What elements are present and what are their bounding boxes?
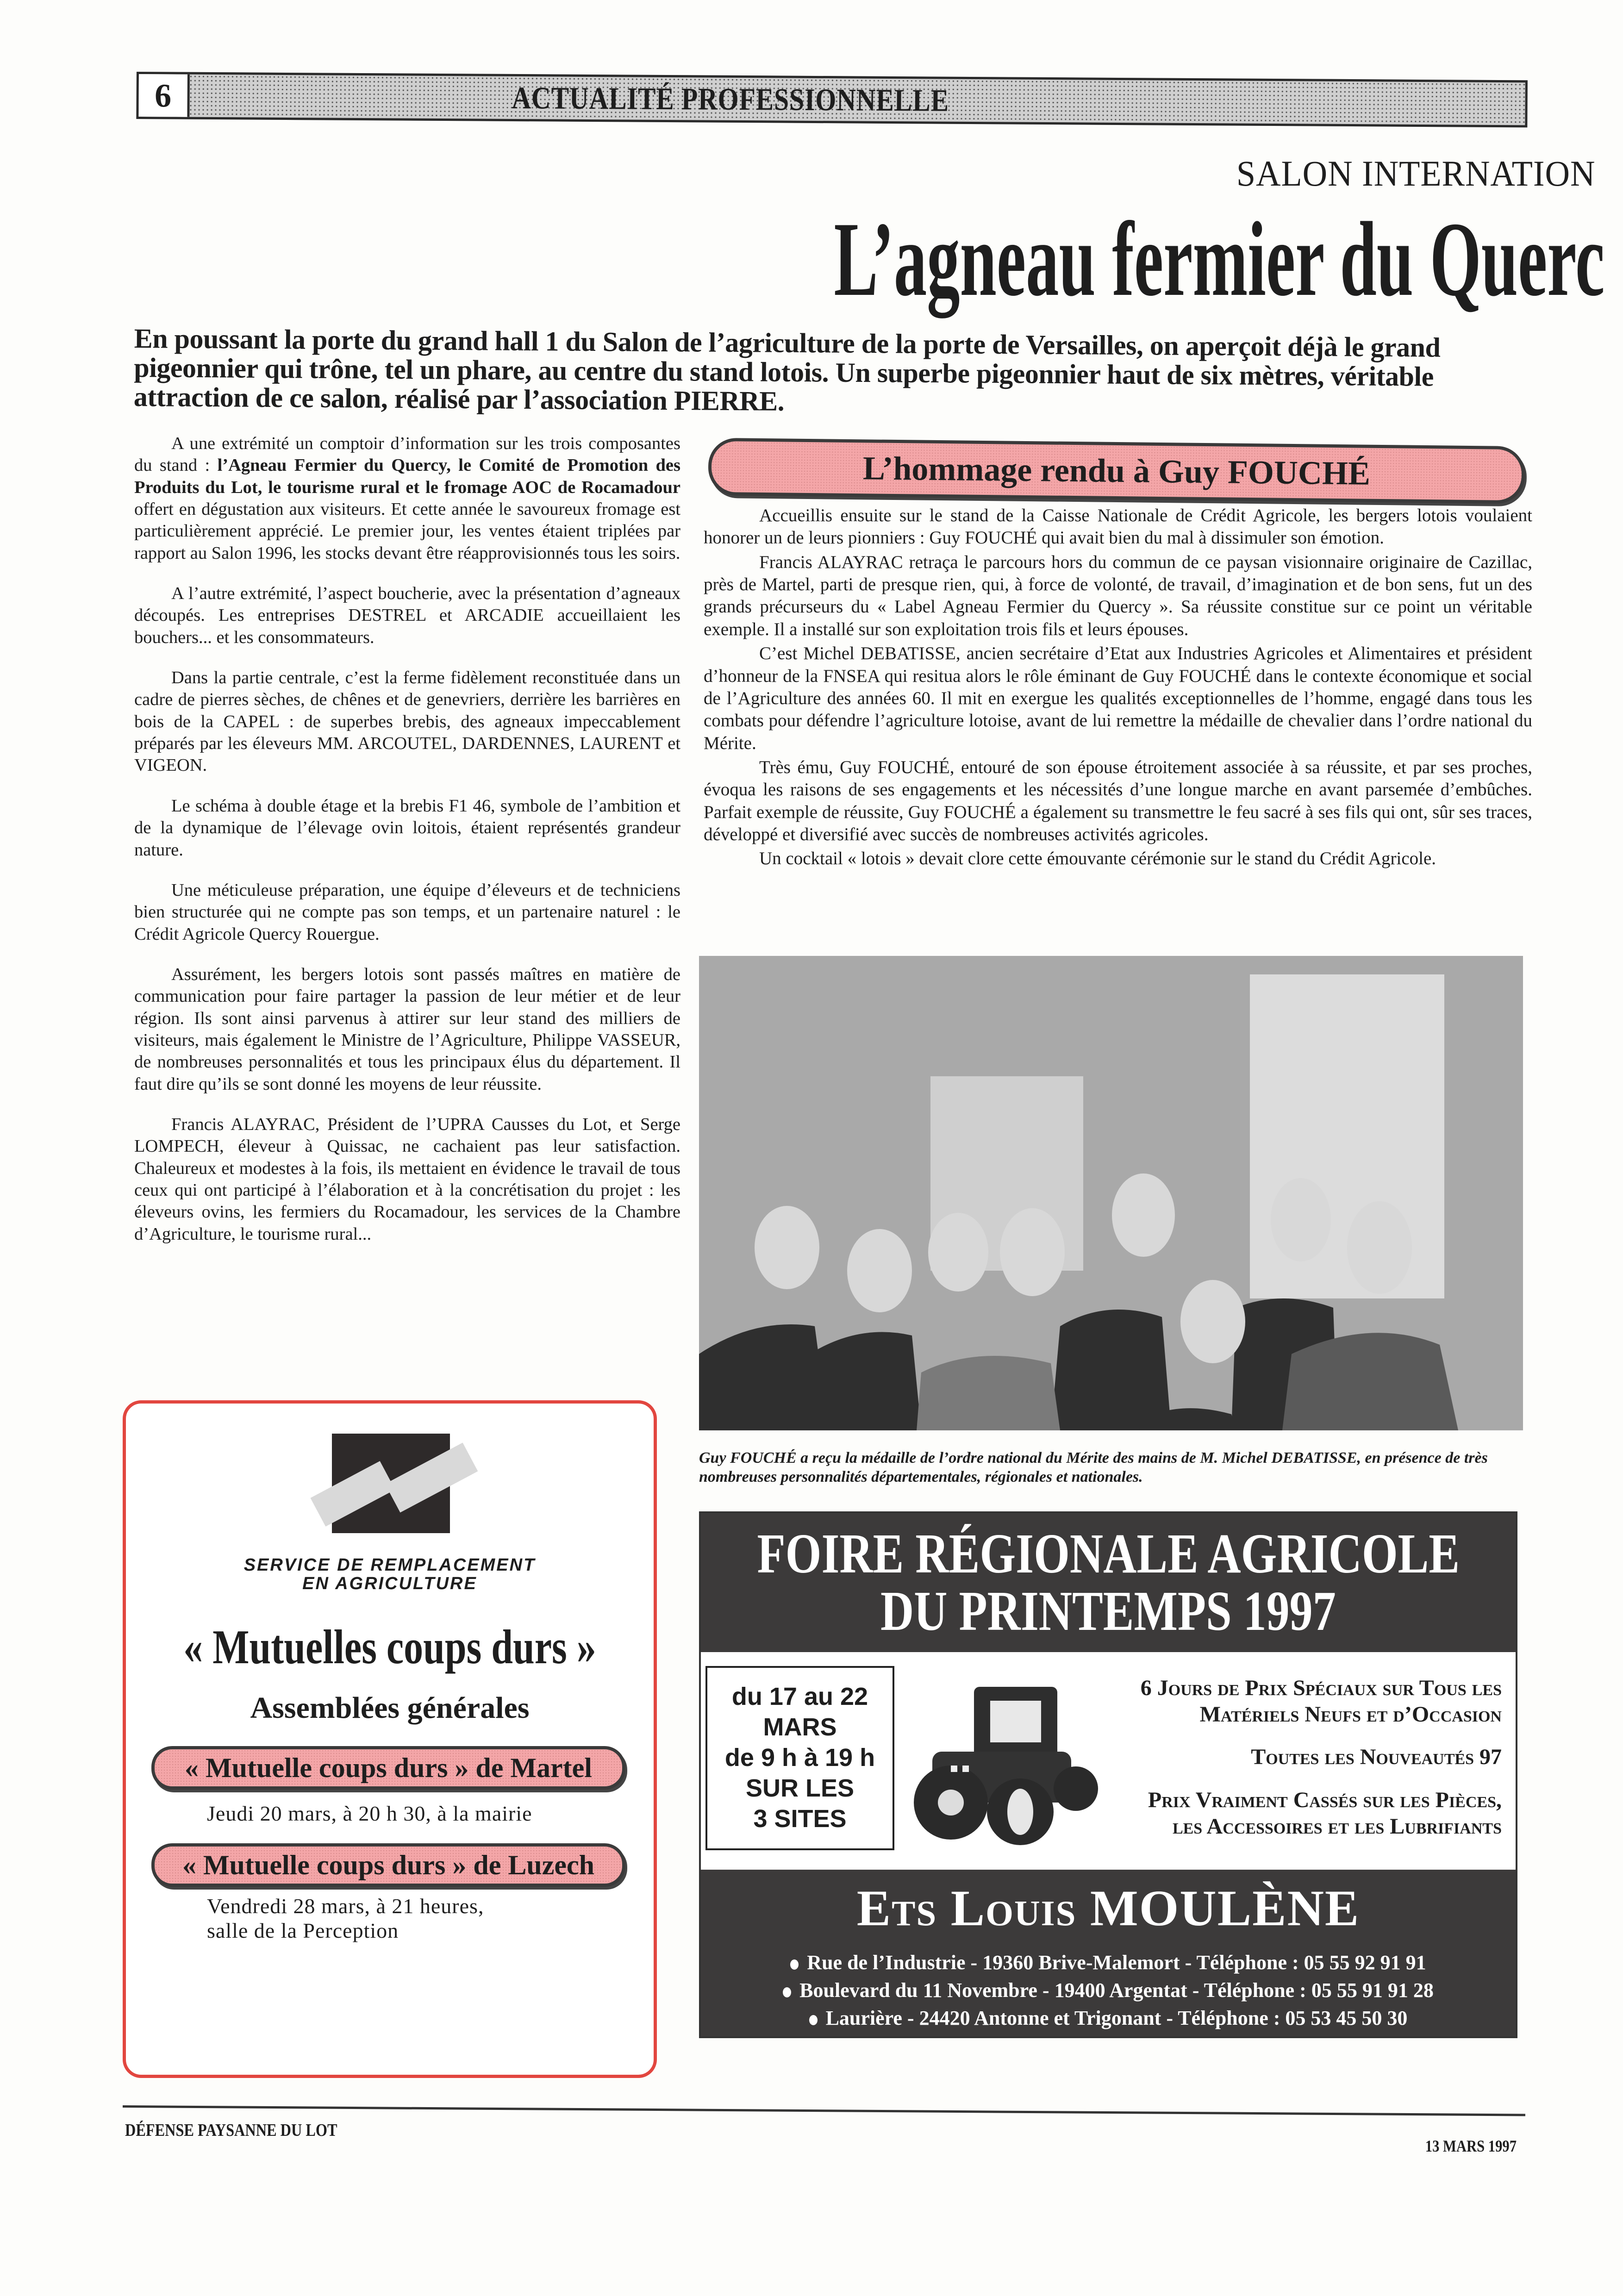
event-detail-line: Jeudi 20 mars, à 20 h 30, à la mairie: [207, 1802, 532, 1825]
event-banner-luzech: [151, 1843, 625, 1887]
bullet-icon: [790, 1959, 799, 1970]
offer-line: Toutes les Nouveautés 97: [1251, 1745, 1502, 1770]
hommage-title-banner: [708, 438, 1525, 504]
paragraph-text: Dans la partie centrale, c’est la ferme fidèlement reconstituée dans un cadre de pierres sèches, de chênes et de genevriers, derrière les barrières en bois de la CAPEL : de superbes brebis, des agneaux impeccablement préparés par les éleveurs MM. ARCOUTEL, DARDENNES, LAURENT et VIGEON.: [134, 668, 680, 775]
foire-advertisement: [699, 1511, 1517, 2038]
service-logo-icon: [332, 1434, 450, 1533]
service-name: [126, 1556, 654, 1593]
paragraph-text: Le schéma à double étage et la brebis F1 46, symbole de l’ambition et de la dynamique de l’élevage ovin loitois, étaient représentés grandeur nature.: [134, 796, 680, 860]
offer-line: 6 Jours de Prix Spéciaux sur Tous les: [1140, 1676, 1502, 1700]
page-number: 6: [138, 74, 190, 117]
service-line-1: SERVICE DE REMPLACEMENT: [243, 1555, 536, 1575]
article-paragraph: [134, 964, 680, 1095]
article-paragraph: [134, 433, 680, 564]
article-lede: En poussant la porte du grand hall 1 du Salon de l’agriculture de la porte de Versailles, on aperçoit déjà le grand pigeonnier qui trône, tel un phare, au centre du stand lotois. Un superbe pigeonnier haut de six mètres, véritable attraction de ce salon, réalisé par l’association PIERRE.: [133, 323, 1441, 417]
event-name-luzech: « Mutuelle coups durs » de Luzech: [182, 1849, 595, 1880]
paragraph-emphasis: l’Agneau Fermier du Quercy, le Comité de Promotion des Produits du Lot, le tourisme rural et le fromage AOC de Rocamadour: [134, 455, 680, 497]
publication-name: DÉFENSE PAYSANNE DU LOT: [125, 2121, 337, 2140]
company-block: [701, 1870, 1516, 2036]
hommage-title: L’hommage rendu à Guy FOUCHÉ: [862, 449, 1371, 492]
issue-date: 13 MARS 1997: [1425, 2137, 1517, 2155]
event-name-martel: « Mutuelle coups durs » de Martel: [185, 1752, 592, 1783]
section-header: [136, 72, 1528, 127]
foire-dates-box: [705, 1666, 894, 1850]
article-paragraph: [134, 795, 680, 861]
group-photo-illustration: [699, 956, 1523, 1430]
article-paragraph: [134, 1114, 680, 1245]
paragraph-text: A l’autre extrémité, l’aspect boucherie, avec la présentation d’agneaux découpés. Les entreprises DESTREL et ARCADIE accueillaient les bouchers... et les consommateurs.: [134, 584, 680, 647]
section-title: ACTUALITÉ PROFESSIONNELLE: [512, 80, 949, 118]
hommage-paragraph: Très ému, Guy FOUCHÉ, entouré de son épouse étroitement associée à sa réussite, et par ses proches, évoqua les raisons de ses engagements et les nécessités d’une longue marche en avant parsemée d’embûches. Parfait exemple de réussite, Guy FOUCHÉ a également su transmettre le feu sacré à ses fils qui ont, sûr ses traces, développé et diversifié avec succès de nombreuses activités agricoles.: [704, 757, 1532, 845]
mutuelle-title: « Mutuelles coups durs »: [183, 1620, 596, 1674]
article-left-column: [134, 433, 680, 1264]
hommage-paragraph: Accueillis ensuite sur le stand de la Caisse Nationale de Crédit Agricole, les bergers lotois voulaient honorer un de leurs pionniers : Guy FOUCHÉ qui avait bien du mal à dissimuler son émotion.: [704, 505, 1532, 548]
date-line: MARS: [763, 1713, 837, 1741]
offer-line: Matériels Neufs et d’Occasion: [1199, 1702, 1502, 1727]
date-line: SUR LES: [745, 1774, 855, 1802]
event-details-martel: [207, 1802, 532, 1826]
footer-divider: [123, 2105, 1525, 2116]
paragraph-text: offert en dégustation aux visiteurs. Et cette année le savoureux fromage est particulièrement apprécié. Le premier jour, les ventes étaient triplées par rapport au Salon 1996, les stocks devant être réapprovisionnés tous les soirs.: [134, 499, 680, 563]
address-text: Laurière - 24420 Antonne et Trigonant - Téléphone : 05 53 45 50 30: [825, 2007, 1408, 2029]
paragraph-text: Francis ALAYRAC, Président de l’UPRA Causses du Lot, et Serge LOMPECH, éleveur à Quissac, ne cachaient pas leur satisfaction. Chaleureux et modestes à la fois, ils mettaient en évidence le travail de tous ceux qui ont participé à l’élaboration et à la concrétisation du projet : les éleveurs ovins, les fermiers du Rocamadour, les services de la Chambre d’Agriculture, le tourisme rural...: [134, 1114, 680, 1244]
date-line: du 17 au 22: [731, 1683, 868, 1711]
event-banner-martel: [151, 1746, 625, 1790]
address-item: [701, 2006, 1516, 2030]
address-text: Boulevard du 11 Novembre - 19400 Argentat - Téléphone : 05 55 91 91 28: [799, 1979, 1434, 2002]
event-detail-line: salle de la Perception: [207, 1918, 399, 1942]
group-photo: [699, 956, 1523, 1430]
mutuelle-advertisement: [123, 1400, 657, 2078]
hommage-body: [704, 505, 1532, 872]
article-paragraph: [134, 880, 680, 945]
foire-offers: [1085, 1675, 1502, 1840]
article-headline: L’agneau fermier du Querc: [834, 200, 1604, 318]
article-paragraph: [134, 583, 680, 649]
event-detail-line: Vendredi 28 mars, à 21 heures,: [207, 1894, 484, 1918]
paragraph-text: Une méticuleuse préparation, une équipe d’éleveurs et de techniciens bien structurée qui ne compte pas son temps, et un partenaire naturel : le Crédit Agricole Quercy Rouergue.: [134, 880, 680, 944]
service-line-2: EN AGRICULTURE: [302, 1573, 477, 1593]
address-item: [701, 1951, 1516, 1974]
foire-title-line-2: DU PRINTEMPS 1997: [880, 1580, 1336, 1642]
hommage-paragraph: C’est Michel DEBATISSE, ancien secrétaire d’Etat aux Industries Agricoles et Alimentaires et président d’honneur de la FNSEA qui resitua alors le rôle éminant de Guy FOUCHÉ dans le contexte économique et social de l’Agriculture des années 60. Il mit en exergue les qualités exceptionnelles de l’homme, engagé dans tous les combats pour défendre l’agriculture lotoise, avant de lui remettre la médaille de chevalier dans l’ordre national du Mérite.: [704, 643, 1532, 753]
article-paragraph: [134, 667, 680, 777]
address-text: Rue de l’Industrie - 19360 Brive-Malemort - Téléphone : 05 55 92 91 91: [807, 1951, 1426, 1974]
foire-title-block: [701, 1513, 1516, 1652]
tractor-icon: [905, 1673, 1099, 1849]
article-kicker: SALON INTERNATION: [1236, 153, 1595, 193]
photo-caption: Guy FOUCHÉ a reçu la médaille de l’ordre national du Mérite des mains de M. Michel DEBATISSE, en présence de très nombreuses personnalités départementales, régionales et nationales.: [699, 1449, 1488, 1485]
date-line: de 9 h à 19 h: [724, 1744, 875, 1772]
offer-line: les Accessoires et les Lubrifiants: [1172, 1814, 1502, 1839]
offer-line: Prix Vraiment Cassés sur les Pièces,: [1148, 1787, 1502, 1812]
bullet-icon: [783, 1987, 791, 1997]
paragraph-text: Assurément, les bergers lotois sont passés maîtres en matière de communication pour faire partager la passion de leur métier et de leur région. Ils sont ainsi parvenus à attirer sur leur stand des milliers de visiteurs, mais également le Ministre de l’Agriculture, Philippe VASSEUR, de nombreuses personnalités et tous les principaux élus du département. Il faut dire qu’ils se sont donné les moyens de leur réussite.: [134, 964, 680, 1094]
date-line: 3 SITES: [753, 1804, 847, 1833]
bullet-icon: [809, 2015, 818, 2025]
mutuelle-subtitle: Assemblées générales: [250, 1691, 530, 1725]
hommage-paragraph: Francis ALAYRAC retraça le parcours hors du commun de ce paysan visionnaire originaire de Cazillac, près de Martel, parti de presque rien, qui, à force de volonté, de travail, d’imagination et de bon sens, fut un des grands précurseurs du « Label Agneau Fermier du Quercy ». Sa réussite constitue sur ce point un véritable exemple. Il a installé sur son exploitation trois fils et leurs épouses.: [704, 552, 1532, 639]
foire-title-line-1: FOIRE RÉGIONALE AGRICOLE: [757, 1522, 1460, 1585]
hommage-paragraph: Un cocktail « lotois » devait clore cette émouvante cérémonie sur le stand du Crédit Agricole.: [759, 849, 1436, 869]
address-item: [701, 1978, 1516, 2002]
company-name: Ets Louis MOULÈNE: [856, 1880, 1360, 1936]
paragraph-text: A une extrémité un comptoir d’information sur les trois composantes du stand :: [134, 434, 680, 475]
event-details-luzech: [207, 1894, 484, 1943]
